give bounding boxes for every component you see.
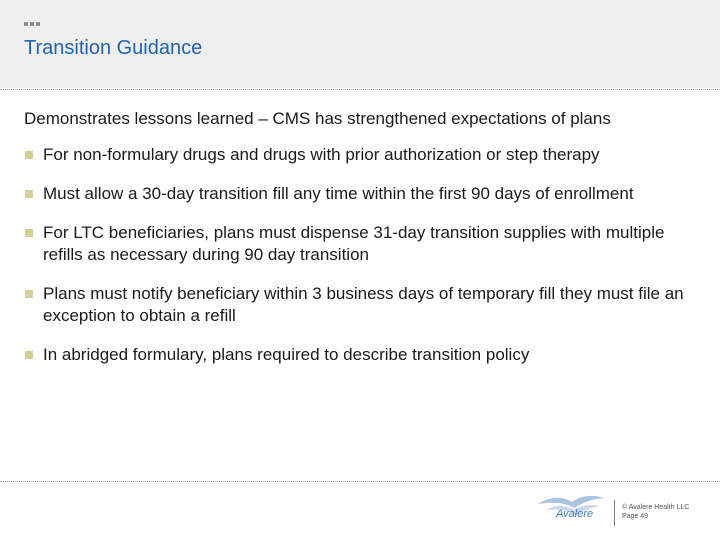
bullet-item	[24, 183, 694, 205]
bullet-item	[24, 344, 694, 366]
bullet-text: Plans must notify beneficiary within 3 business days of temporary fill they must file an exception to obtain a refill	[43, 284, 684, 325]
footer-separator	[614, 500, 615, 526]
bullet-item	[24, 283, 694, 327]
footer-divider	[0, 481, 720, 482]
slide-title: Transition Guidance	[24, 37, 203, 59]
bullet-square-icon	[25, 190, 33, 198]
bullet-square-icon	[25, 151, 33, 159]
intro-text: Demonstrates lessons learned – CMS has strengthened expectations of plans	[24, 109, 611, 128]
copyright-text: © Avalere Health LLC	[622, 504, 690, 511]
slide-body	[24, 108, 694, 383]
bullet-list	[24, 144, 694, 366]
bullet-item	[24, 144, 694, 166]
header-divider	[0, 89, 720, 90]
footer-info	[622, 503, 689, 521]
page-number: Page 49	[622, 513, 649, 520]
bullet-text: For LTC beneficiaries, plans must dispense 31-day transition supplies with multiple refills as necessary during 90 day transition	[43, 223, 665, 264]
logo-text: Avalere	[556, 508, 594, 520]
bullet-text: In abridged formulary, plans required to describe transition policy	[43, 345, 530, 364]
bullet-square-icon	[25, 351, 33, 359]
bullet-square-icon	[25, 290, 33, 298]
header-dots-icon	[24, 22, 40, 26]
header-band	[0, 0, 720, 88]
bullet-item	[24, 222, 694, 266]
bullet-square-icon	[25, 229, 33, 237]
bullet-text: For non-formulary drugs and drugs with prior authorization or step therapy	[43, 145, 600, 164]
bullet-text: Must allow a 30-day transition fill any time within the first 90 days of enrollment	[43, 184, 634, 203]
